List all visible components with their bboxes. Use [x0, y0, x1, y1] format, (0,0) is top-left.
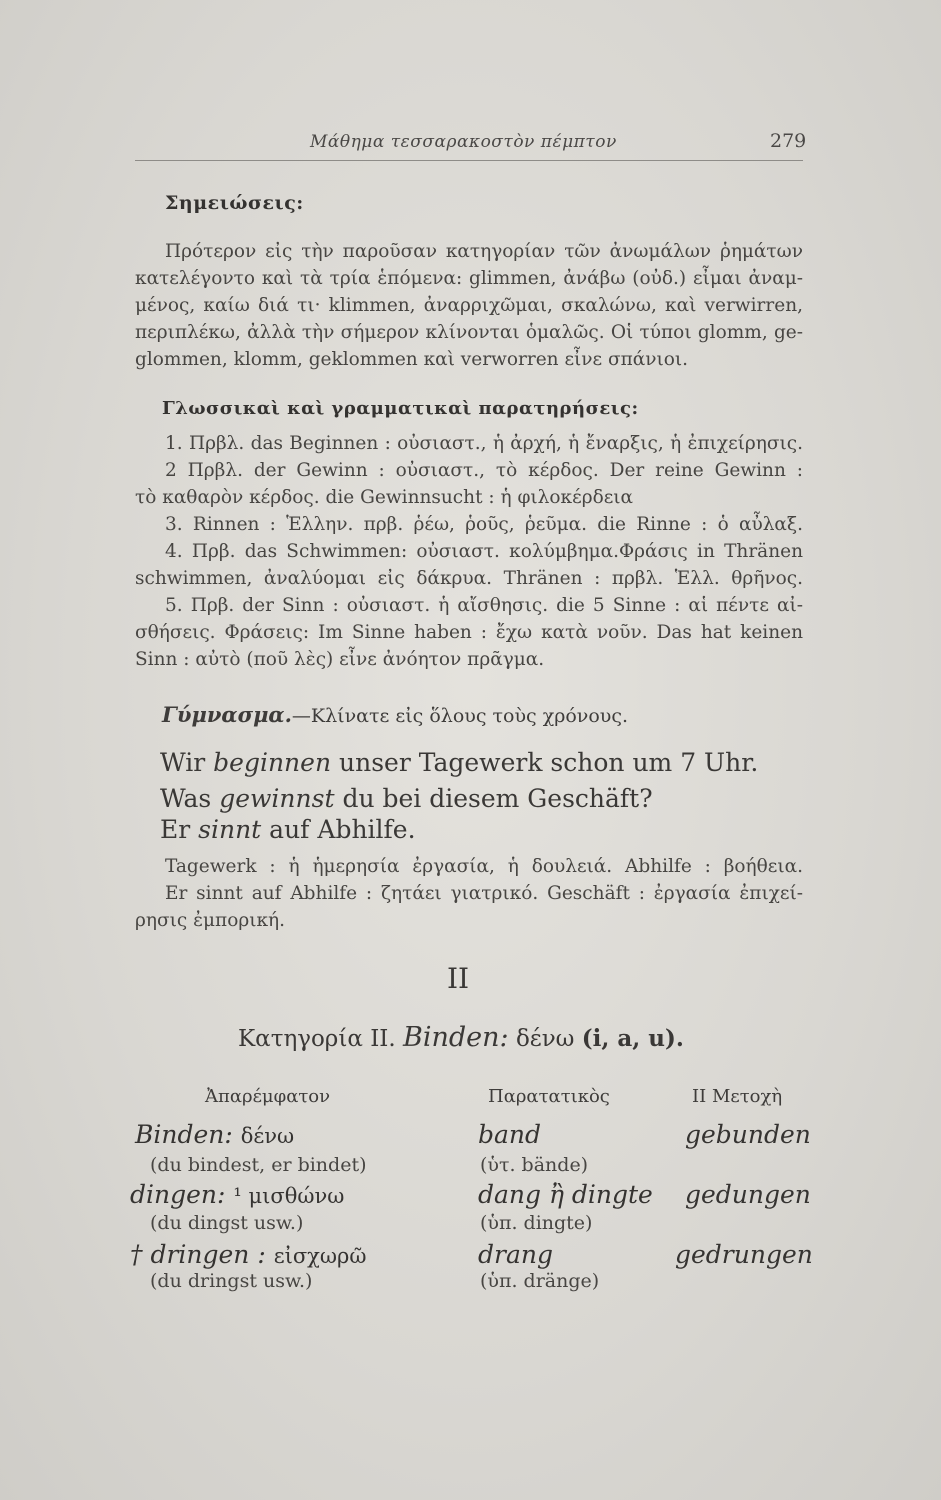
- remarks-list: [135, 430, 803, 673]
- participle-form: gedrungen: [675, 1240, 813, 1269]
- vocab-line: Tagewerk : ἡ ἡμερησία ἐργασία, ἡ δουλειά. Abhilfe : βοήθεια.: [165, 856, 803, 877]
- infinitive-cell: [135, 1120, 294, 1149]
- exercise-sentence: [160, 784, 653, 814]
- page-number: 279: [770, 130, 807, 152]
- subjunctive-form: (ὑτ. bände): [480, 1154, 589, 1176]
- running-header-title: Μάθημα τεσσαρακοστὸν πέμπτον: [310, 132, 617, 152]
- remark-line: 2 Πρβλ. der Gewinn : οὐσιαστ., τὸ κέρδος. Der reine Gewinn :: [165, 460, 803, 481]
- infinitive-forms: (du dingst usw.): [150, 1212, 304, 1234]
- sentence-text: Er: [160, 815, 199, 844]
- infinitive-forms: (du dringst usw.): [150, 1270, 313, 1292]
- notes-line: περιπλέκω, ἀλλὰ τὴν σήμερον κλίνονται ὁμαλῶς. Οἱ τύποι glomm, ge-: [135, 322, 803, 343]
- category-vowels: (i, a, u).: [581, 1025, 684, 1052]
- sentence-text: Wir: [160, 748, 214, 777]
- infinitive-gloss: εἰσχωρῶ: [273, 1244, 367, 1268]
- column-header-participle: ΙΙ Μετοχὴ: [692, 1086, 783, 1107]
- sentence-verb: sinnt: [198, 815, 262, 844]
- infinitive-gloss: ¹ μισθώνω: [233, 1184, 345, 1208]
- notes-line: μένος, καίω διά τι· klimmen, ἀναρριχῶμαι, σκαλώνω, καὶ verwirren,: [135, 295, 803, 316]
- sentence-text: unser Tagewerk schon um 7 Uhr.: [331, 748, 759, 777]
- notes-line: κατελέγοντο καὶ τὰ τρία ἑπόμενα: glimmen, ἀνάβω (οὐδ.) εἶμαι ἀναμ-: [135, 268, 803, 289]
- category-gloss: δένω: [515, 1026, 575, 1052]
- remark-line: 3. Rinnen : Ἑλλην. πρβ. ῥέω, ῥοῦς, ῥεῦμα. die Rinne : ὁ αὖλαξ.: [165, 514, 803, 535]
- category-label: Κατηγορία ΙΙ.: [238, 1026, 396, 1052]
- notes-line: glommen, klomm, geklommen καὶ verworren εἶνε σπάνιοι.: [135, 349, 689, 370]
- sentence-text: Was: [160, 784, 220, 813]
- exercise-sentence: [160, 748, 758, 778]
- column-header-infinitive: Ἀπαρέμφατον: [205, 1086, 331, 1107]
- section-numeral: II: [447, 962, 470, 995]
- subjunctive-form: (ὑπ. dingte): [480, 1212, 593, 1234]
- sentence-verb: gewinnst: [219, 784, 335, 813]
- notes-heading: Σημειώσεις:: [165, 192, 304, 214]
- category-title: [238, 1022, 684, 1053]
- infinitive-cell: [130, 1240, 367, 1269]
- sentence-verb: beginnen: [213, 748, 332, 777]
- remarks-heading: Γλωσσικαὶ καὶ γραμματικαὶ παρατηρήσεις:: [162, 398, 639, 419]
- remark-line: σθήσεις. Φράσεις: Im Sinne haben : ἔχω κατὰ νοῦν. Das hat keinen: [135, 622, 803, 643]
- remark-line: τὸ καθαρὸν κέρδος. die Gewinnsucht : ἡ φιλοκέρδεια: [135, 487, 634, 508]
- remark-line: 5. Πρβ. der Sinn : οὐσιαστ. ἡ αἴσθησις. die 5 Sinne : αἱ πέντε αἰ-: [165, 595, 803, 616]
- subjunctive-form: (ὑπ. dränge): [480, 1270, 600, 1292]
- notes-paragraph: [135, 238, 803, 373]
- imperfect-form: dang ἢ dingte: [478, 1180, 653, 1209]
- participle-form: gedungen: [685, 1180, 811, 1209]
- imperfect-form: band: [478, 1120, 542, 1149]
- infinitive-gloss: δένω: [240, 1124, 295, 1148]
- participle-form: gebunden: [685, 1120, 811, 1149]
- exercise-sentence: [160, 815, 416, 845]
- sentence-text: du bei diesem Geschäft?: [334, 784, 653, 813]
- infinitive-forms: (du bindest, er bindet): [150, 1154, 367, 1176]
- infinitive-verb: † dringen :: [130, 1240, 266, 1269]
- header-rule: [135, 160, 803, 161]
- infinitive-verb: Binden:: [135, 1120, 233, 1149]
- vocab-paragraph: [135, 853, 803, 934]
- remark-line: schwimmen, ἀναλύομαι εἰς δάκρυα. Thränen : πρβλ. Ἑλλ. θρῆνος.: [135, 568, 803, 589]
- vocab-line: Er sinnt auf Abhilfe : ζητάει γιατρικό. Geschäft : ἐργασία ἐπιχεί-: [165, 883, 803, 904]
- exercise-instruction: —Κλίνατε εἰς ὅλους τοὺς χρόνους.: [291, 705, 629, 727]
- column-header-imperfect: Παρατατικὸς: [488, 1086, 610, 1107]
- infinitive-cell: [130, 1180, 344, 1209]
- remark-line: Sinn : αὐτὸ (ποῦ λὲς) εἶνε ἀνόητον πρᾶγμα.: [135, 649, 545, 670]
- remark-line: 1. Πρβλ. das Beginnen : οὐσιαστ., ἡ ἀρχή, ἡ ἔναρξις, ἡ ἐπιχείρησις.: [165, 433, 803, 454]
- remark-line: 4. Πρβ. das Schwimmen: οὐσιαστ. κολύμβημα.Φράσις in Thränen: [165, 541, 803, 562]
- exercise-title: [162, 702, 628, 727]
- vocab-line: ρησις ἐμπορική.: [135, 910, 285, 931]
- infinitive-verb: dingen:: [130, 1180, 226, 1209]
- imperfect-form: drang: [478, 1240, 553, 1269]
- category-verb: Binden:: [403, 1022, 509, 1053]
- exercise-heading: Γύμνασμα.: [162, 702, 292, 727]
- sentence-text: auf Abhilfe.: [261, 815, 416, 844]
- notes-line: Πρότερον εἰς τὴν παροῦσαν κατηγορίαν τῶν ἀνωμάλων ῥημάτων: [165, 241, 803, 262]
